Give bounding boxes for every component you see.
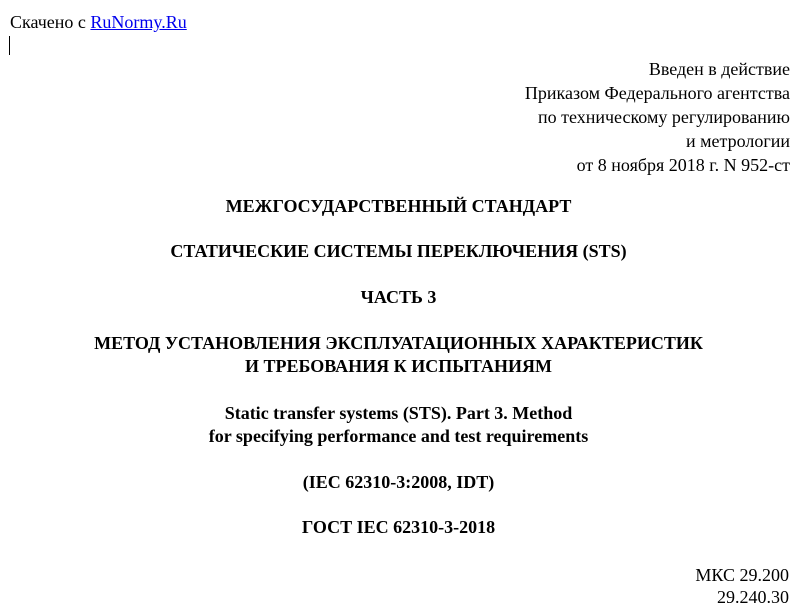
source-prefix: Скачено с xyxy=(10,12,91,32)
english-title-line-1: Static transfer systems (STS). Part 3. Method xyxy=(224,403,573,423)
english-title-line-2: for specifying performance and test requirements xyxy=(208,426,589,446)
approval-line: и метрологии xyxy=(686,131,790,151)
source-link[interactable]: RuNormy.Ru xyxy=(90,12,187,32)
approval-line: от 8 ноября 2018 г. N 952-ст xyxy=(576,155,790,175)
standard-title: СТАТИЧЕСКИЕ СИСТЕМЫ ПЕРЕКЛЮЧЕНИЯ (STS) xyxy=(170,241,627,261)
subtitle-line-2: И ТРЕБОВАНИЯ К ИСПЫТАНИЯМ xyxy=(245,356,552,376)
part-heading: ЧАСТЬ 3 xyxy=(360,287,437,307)
standard-designation: ГОСТ IEC 62310-3-2018 xyxy=(301,517,496,537)
classification-line: 29.240.30 xyxy=(717,587,789,607)
source-line xyxy=(10,11,187,33)
text-cursor xyxy=(9,36,10,55)
classification-block xyxy=(695,564,789,608)
subtitle-line-1: МЕТОД УСТАНОВЛЕНИЯ ЭКСПЛУАТАЦИОННЫХ ХАРАКТЕРИСТИК xyxy=(94,333,703,353)
approval-line: по техническому регулированию xyxy=(537,107,790,127)
standard-type-heading: МЕЖГОСУДАРСТВЕННЫЙ СТАНДАРТ xyxy=(225,196,572,216)
approval-block xyxy=(525,57,790,177)
iec-reference: (IEC 62310-3:2008, IDT) xyxy=(302,472,495,492)
classification-line: МКС 29.200 xyxy=(695,565,789,585)
approval-line: Введен в действие xyxy=(648,59,790,79)
approval-line: Приказом Федерального агентства xyxy=(524,83,790,103)
